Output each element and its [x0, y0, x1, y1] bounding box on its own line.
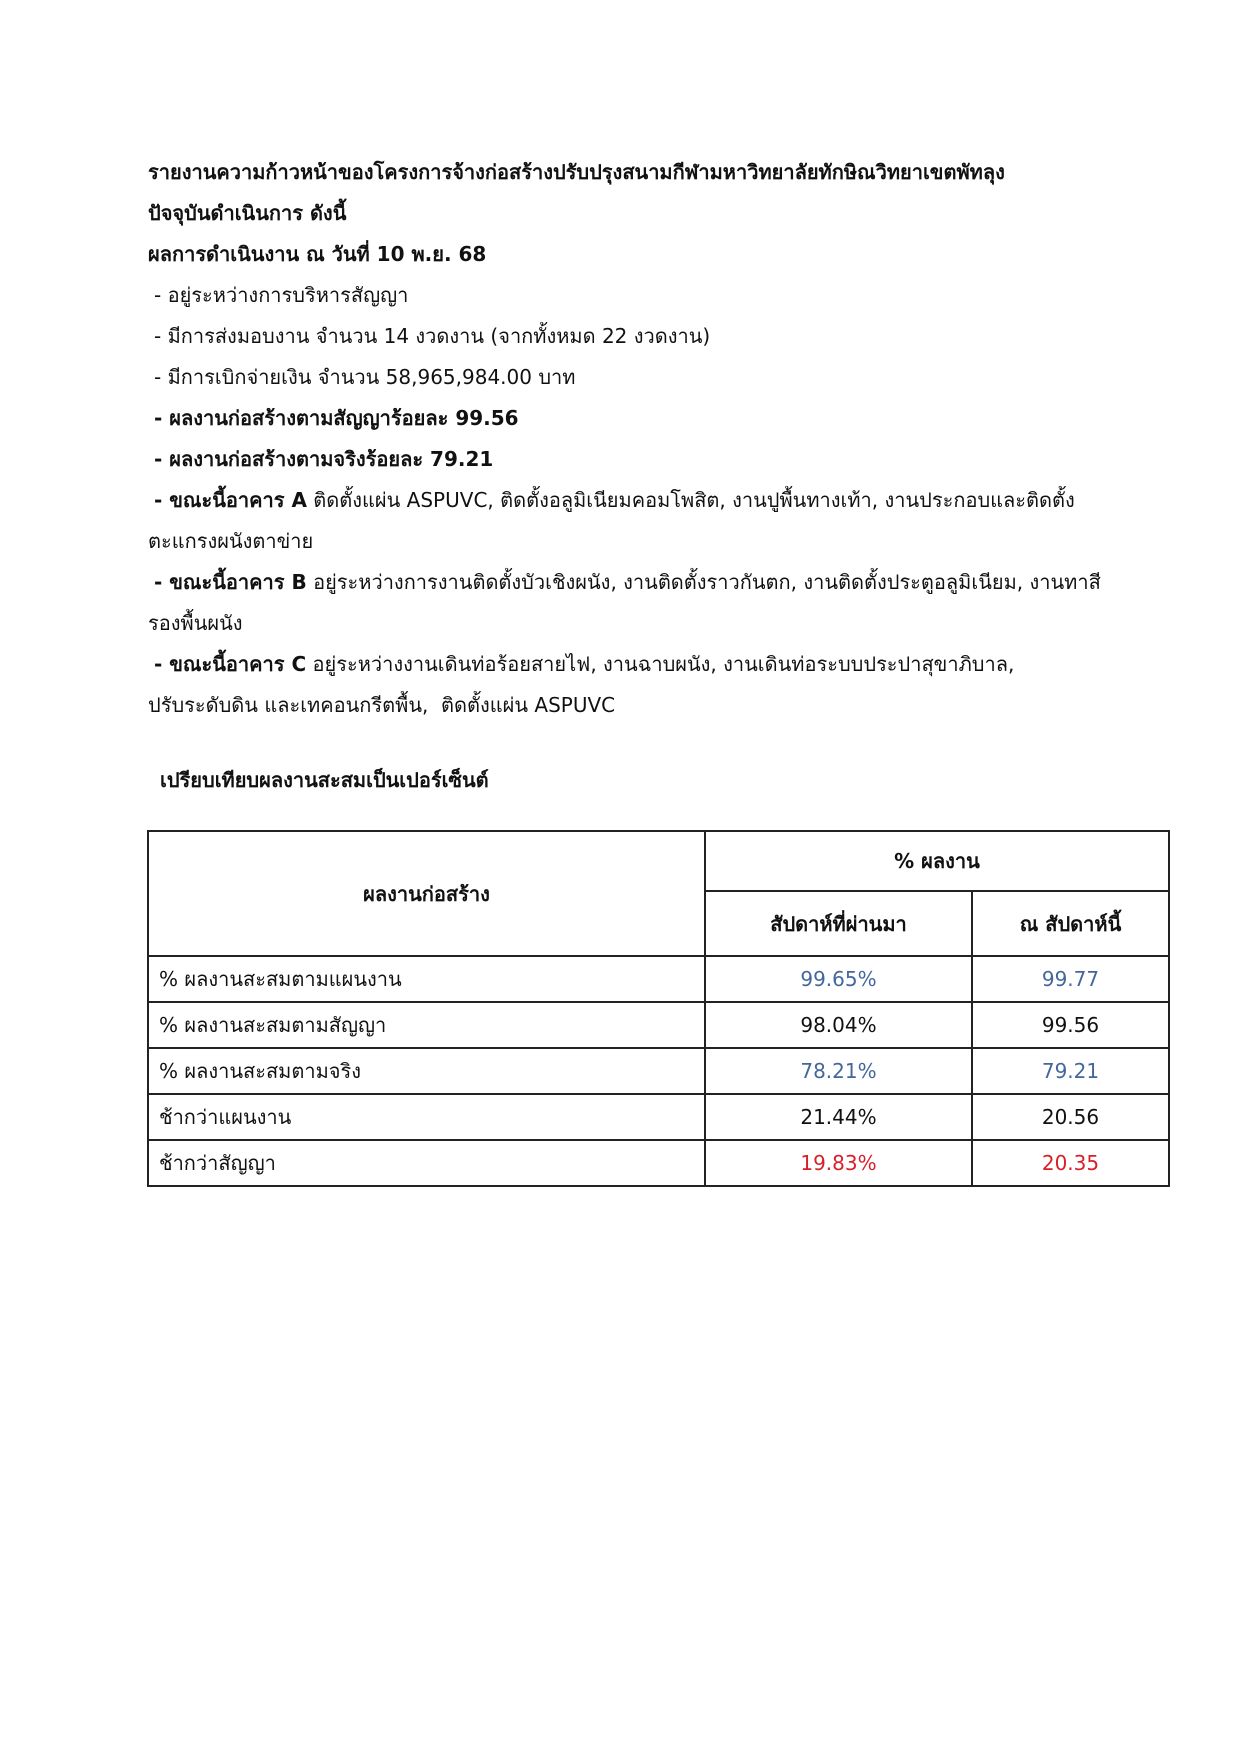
row-prev-week-value: 99.65% [705, 956, 972, 1002]
table-row [148, 1002, 1169, 1048]
building-c-text: อยู่ระหว่างงานเดินท่อร้อยสายไฟ, งานฉาบผนัง, งานเดินท่อระบบประปาสุขาภิบาล, [306, 652, 1015, 676]
building-a-text: ติดตั้งแผ่น ASPUVC, ติดตั้งอลูมิเนียมคอมโพสิต, งานปูพื้นทางเท้า, งานประกอบและติดตั้ง [306, 488, 1075, 512]
table-row [148, 1094, 1169, 1140]
table-row [148, 1140, 1169, 1186]
header-this-week: ณ สัปดาห์นี้ [972, 891, 1169, 956]
bullet-contract-progress: - ผลงานก่อสร้างตามสัญญาร้อยละ 99.56 [154, 406, 519, 430]
row-this-week-value: 20.56 [972, 1094, 1169, 1140]
header-prev-week: สัปดาห์ที่ผ่านมา [705, 891, 972, 956]
bullet-actual-progress: - ผลงานก่อสร้างตามจริงร้อยละ 79.21 [154, 447, 494, 471]
building-c [148, 644, 1178, 685]
row-label: ช้ากว่าแผนงาน [148, 1094, 705, 1140]
building-c-cont: ปรับระดับดิน และเทคอนกรีตพื้น, ติดตั้งแผ่น ASPUVC [148, 693, 616, 717]
bullet-contract: - อยู่ระหว่างการบริหารสัญญา [154, 283, 409, 307]
report-title: รายงานความก้าวหน้าของโครงการจ้างก่อสร้างปรับปรุงสนามกีฬามหาวิทยาลัยทักษิณวิทยาเขตพัทลุง [148, 160, 1005, 184]
building-b [148, 562, 1178, 603]
result-heading: ผลการดำเนินงาน ณ วันที่ 10 พ.ย. 68 [148, 242, 487, 266]
report-subtitle: ปัจจุบันดำเนินการ ดังนี้ [148, 201, 347, 225]
row-label: % ผลงานสะสมตามแผนงาน [148, 956, 705, 1002]
row-this-week-value: 20.35 [972, 1140, 1169, 1186]
comparison-heading: เปรียบเทียบผลงานสะสมเป็นเปอร์เซ็นต์ [160, 768, 489, 792]
row-prev-week-value: 78.21% [705, 1048, 972, 1094]
row-prev-week-value: 21.44% [705, 1094, 972, 1140]
row-this-week-value: 99.56 [972, 1002, 1169, 1048]
row-label: % ผลงานสะสมตามจริง [148, 1048, 705, 1094]
row-label: ช้ากว่าสัญญา [148, 1140, 705, 1186]
header-percent-group: % ผลงาน [705, 831, 1169, 891]
progress-table [147, 830, 1170, 1187]
row-prev-week-value: 19.83% [705, 1140, 972, 1186]
bullet-disbursement: - มีการเบิกจ่ายเงิน จำนวน 58,965,984.00 บาท [154, 365, 576, 389]
building-b-cont: รองพื้นผนัง [148, 611, 243, 635]
row-prev-week-value: 98.04% [705, 1002, 972, 1048]
report-body [148, 152, 1178, 726]
table-row [148, 1048, 1169, 1094]
building-a-label: - ขณะนี้อาคาร A [154, 488, 307, 512]
building-b-label: - ขณะนี้อาคาร B [154, 570, 307, 594]
header-construction: ผลงานก่อสร้าง [148, 831, 705, 956]
table-row [148, 956, 1169, 1002]
bullet-delivery: - มีการส่งมอบงาน จำนวน 14 งวดงาน (จากทั้งหมด 22 งวดงาน) [154, 324, 711, 348]
building-a-cont: ตะแกรงผนังตาข่าย [148, 529, 314, 553]
building-b-text: อยู่ระหว่างการงานติดตั้งบัวเชิงผนัง, งานติดตั้งราวกันตก, งานติดตั้งประตูอลูมิเนียม, งานทาสี [306, 570, 1101, 594]
row-this-week-value: 99.77 [972, 956, 1169, 1002]
row-label: % ผลงานสะสมตามสัญญา [148, 1002, 705, 1048]
table-header-row [148, 831, 1169, 891]
row-this-week-value: 79.21 [972, 1048, 1169, 1094]
building-c-label: - ขณะนี้อาคาร C [154, 652, 307, 676]
building-a [148, 480, 1178, 521]
